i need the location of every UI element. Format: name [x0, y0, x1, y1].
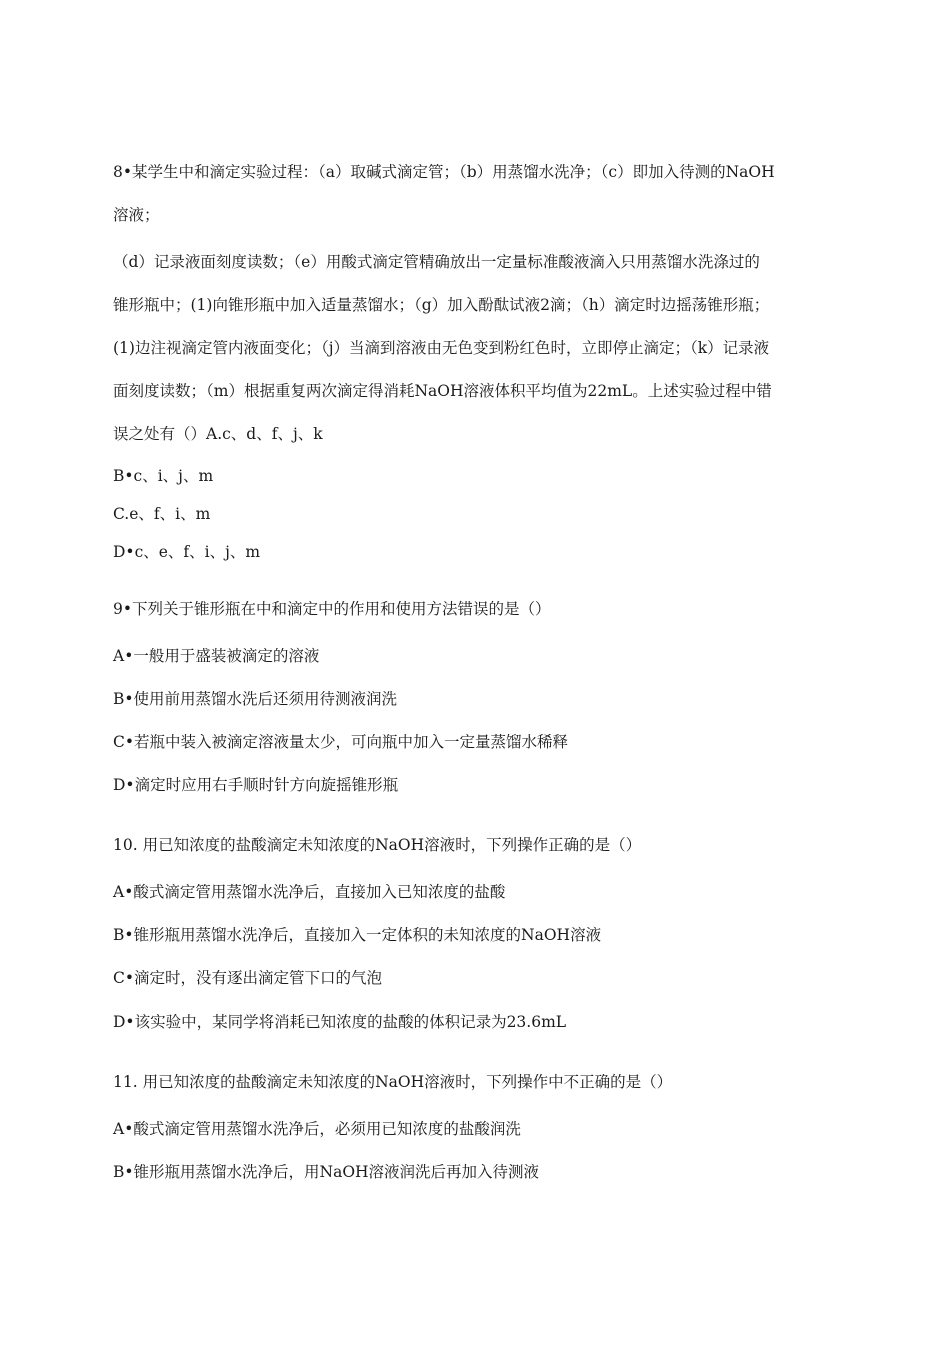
q9-option-b: B•使用前用蒸馏水洗后还须用待测液润洗: [113, 690, 398, 708]
q9-option-d: D•滴定时应用右手顺时针方向旋摇锥形瓶: [113, 776, 399, 794]
q8-line-6: 面刻度读数；（m）根据重复两次滴定得消耗NaOH溶液体积平均值为22mL。上述实验过程中错: [113, 382, 772, 400]
q8-line-2: 溶液；: [113, 206, 160, 224]
q8-line-4: 锥形瓶中；(1)向锥形瓶中加入适量蒸馏水；（g）加入酚酞试液2滴；（h）滴定时边摇荡锥形瓶；: [113, 296, 770, 314]
q10-option-b: B•锥形瓶用蒸馏水洗净后，直接加入一定体积的未知浓度的NaOH溶液: [113, 926, 602, 944]
q11-option-a: A•酸式滴定管用蒸馏水洗净后，必须用已知浓度的盐酸润洗: [113, 1120, 521, 1138]
q9-option-a: A•一般用于盛装被滴定的溶液: [113, 647, 320, 665]
q8-line-3: （d）记录液面刻度读数；（e）用酸式滴定管精确放出一定量标准酸液滴入只用蒸馏水洗涤过的: [113, 253, 760, 271]
q8-option-b: B•c、i、j、m: [113, 467, 214, 485]
q10-option-a: A•酸式滴定管用蒸馏水洗净后，直接加入已知浓度的盐酸: [113, 883, 506, 901]
q10-option-d: D•该实验中，某同学将消耗已知浓度的盐酸的体积记录为23.6mL: [113, 1013, 567, 1031]
q10-option-c: C•滴定时，没有逐出滴定管下口的气泡: [113, 969, 383, 987]
q8-option-c: C.e、f、i、m: [113, 505, 211, 523]
q11-option-b: B•锥形瓶用蒸馏水洗净后，用NaOH溶液润洗后再加入待测液: [113, 1163, 540, 1181]
q8-line-1: 8•某学生中和滴定实验过程：（a）取碱式滴定管；（b）用蒸馏水洗净；（c）即加入待测的NaOH: [113, 163, 775, 181]
q9-option-c: C•若瓶中装入被滴定溶液量太少，可向瓶中加入一定量蒸馏水稀释: [113, 733, 569, 751]
q11-stem: 11. 用已知浓度的盐酸滴定未知浓度的NaOH溶液时，下列操作中不正确的是（）: [113, 1073, 673, 1091]
q8-option-d: D•c、e、f、i、j、m: [113, 543, 261, 561]
q8-line-5: (1)边注视滴定管内液面变化；（j）当滴到溶液由无色变到粉红色时，立即停止滴定；（k）记录液: [113, 339, 770, 357]
q9-stem: 9•下列关于锥形瓶在中和滴定中的作用和使用方法错误的是（）: [113, 600, 551, 618]
q8-line-7: 误之处有（）A.c、d、f、j、k: [113, 425, 323, 443]
q10-stem: 10. 用已知浓度的盐酸滴定未知浓度的NaOH溶液时，下列操作正确的是（）: [113, 836, 642, 854]
